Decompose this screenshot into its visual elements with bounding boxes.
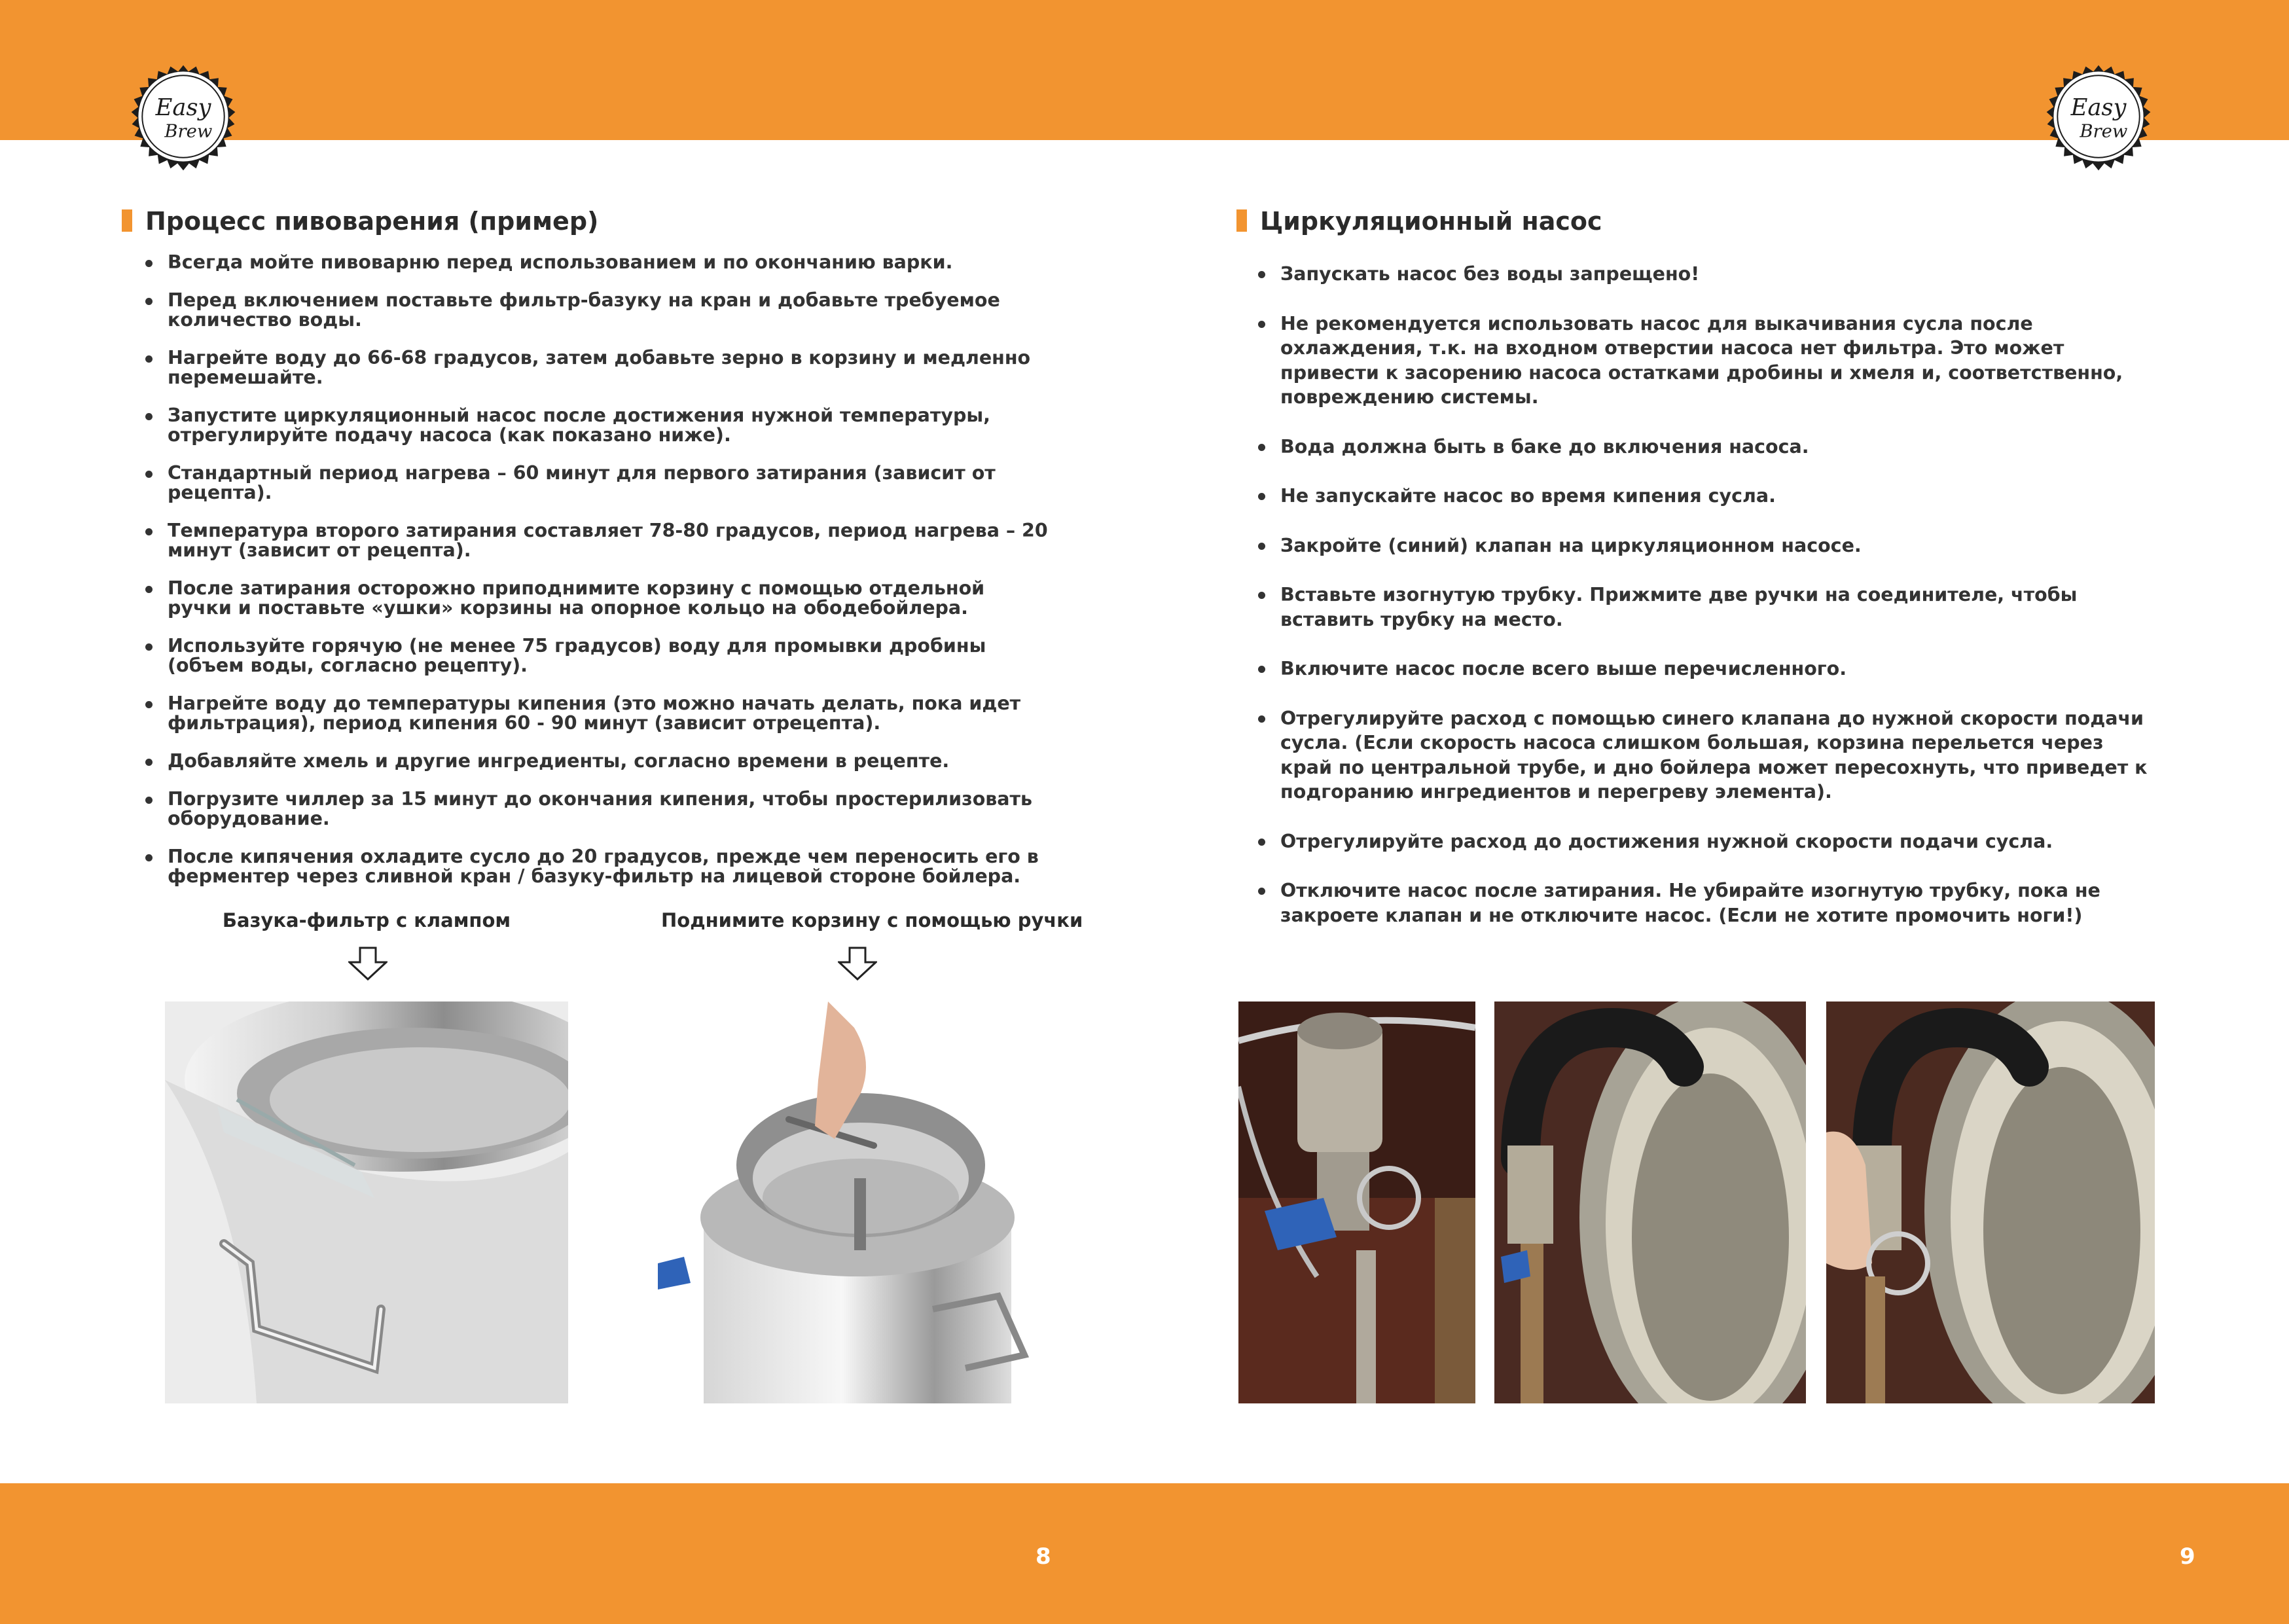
list-item: Погрузите чиллер за 15 минут до окончания кипения, чтобы простерилизовать оборудование.: [145, 789, 1049, 829]
list-item: Запустите циркуляционный насос после достижения нужной температуры, отрегулируйте подачу насоса (как показано ниже).: [145, 406, 1049, 445]
list-item: Всегда мойте пивоварню перед использованием и по окончанию варки.: [145, 253, 1049, 272]
list-item: Отрегулируйте расход с помощью синего клапана до нужной скорости подачи сусла. (Если скорость насоса слишком большая, корзина перельется через край по центральной трубе, и дно бойлера может пересохнуть, что приведет к подгоранию ингредиентов и перегреву элемента).: [1258, 706, 2161, 804]
list-item: Не запускайте насос во время кипения сусла.: [1258, 484, 2161, 509]
svg-text:Brew: Brew: [2080, 121, 2128, 142]
list-item: Температура второго затирания составляет 78-80 градусов, период нагрева – 20 минут (зависит от рецепта).: [145, 521, 1049, 560]
caption-filter: Базука-фильтр с клампом: [222, 909, 511, 931]
list-item: После затирания осторожно приподнимите корзину с помощью отдельной ручки и поставьте «ушки» корзины на опорное кольцо на ободебойлера.: [145, 579, 1049, 618]
bottom-band: [0, 1483, 2289, 1624]
page-number-left: 8: [1036, 1543, 1051, 1570]
bazooka-filter-photo: [165, 1001, 568, 1403]
list-item: Используйте горячую (не менее 75 градусов) воду для промывки дробины (объем воды, согласно рецепту).: [145, 636, 1049, 676]
list-item: Не рекомендуется использовать насос для выкачивания сусла после охлаждения, т.к. на входном отверстии насоса нет фильтра. Это может привести к засорению насоса остатками дробины и хмеля и, соответственно, повреждению системы.: [1258, 312, 2161, 410]
list-item: Вставьте изогнутую трубку. Прижмите две ручки на соединителе, чтобы вставить трубку на место.: [1258, 583, 2161, 632]
easy-brew-logo-left: [119, 52, 247, 181]
list-item: Отключите насос после затирания. Не убирайте изогнутую трубку, пока не закроете клапан и не отключите насос. (Если не хотите промочить ноги!): [1258, 878, 2161, 928]
list-item: Стандартный период нагрева – 60 минут для первого затирания (зависит от рецепта).: [145, 463, 1049, 503]
down-arrow-icon: [348, 947, 388, 981]
right-heading: Циркуляционный насос: [1236, 206, 1602, 237]
down-arrow-icon: [838, 947, 877, 981]
pipe-connector-photo: [1826, 1001, 2155, 1403]
svg-text:Easy: Easy: [155, 94, 211, 122]
list-item: Запускать насос без воды запрещено!: [1258, 262, 2161, 287]
list-item: Добавляйте хмель и другие ингредиенты, согласно времени в рецепте.: [145, 751, 1049, 771]
list-item: Отрегулируйте расход до достижения нужной скорости подачи сусла.: [1258, 829, 2161, 854]
list-item: Включите насос после всего выше перечисленного.: [1258, 657, 2161, 681]
brewing-steps-list: [145, 253, 1049, 905]
pump-steps-list: [1258, 262, 2161, 952]
pump-valve-photo: [1238, 1001, 1475, 1403]
easy-brew-logo-right: [2034, 52, 2163, 181]
curved-pipe-photo: [1494, 1001, 1806, 1403]
list-item: Перед включением поставьте фильтр-базуку на кран и добавьте требуемое количество воды.: [145, 291, 1049, 330]
svg-text:Easy: Easy: [2070, 94, 2127, 122]
lift-basket-photo: [658, 1001, 1058, 1403]
left-heading: Процесс пивоварения (пример): [122, 206, 598, 237]
top-band: [0, 0, 2289, 140]
svg-text:Brew: Brew: [164, 121, 213, 142]
list-item: Нагрейте воду до 66-68 градусов, затем добавьте зерно в корзину и медленно перемешайте.: [145, 348, 1049, 388]
list-item: После кипячения охладите сусло до 20 градусов, прежде чем переносить его в ферментер через сливной кран / базуку-фильтр на лицевой стороне бойлера.: [145, 847, 1049, 886]
list-item: Нагрейте воду до температуры кипения (это можно начать делать, пока идет фильтрация), период кипения 60 - 90 минут (зависит отрецепта).: [145, 694, 1049, 733]
list-item: Закройте (синий) клапан на циркуляционном насосе.: [1258, 533, 2161, 558]
caption-basket: Поднимите корзину с помощью ручки: [661, 909, 1083, 931]
list-item: Вода должна быть в баке до включения насоса.: [1258, 435, 2161, 460]
page-number-right: 9: [2180, 1543, 2195, 1570]
